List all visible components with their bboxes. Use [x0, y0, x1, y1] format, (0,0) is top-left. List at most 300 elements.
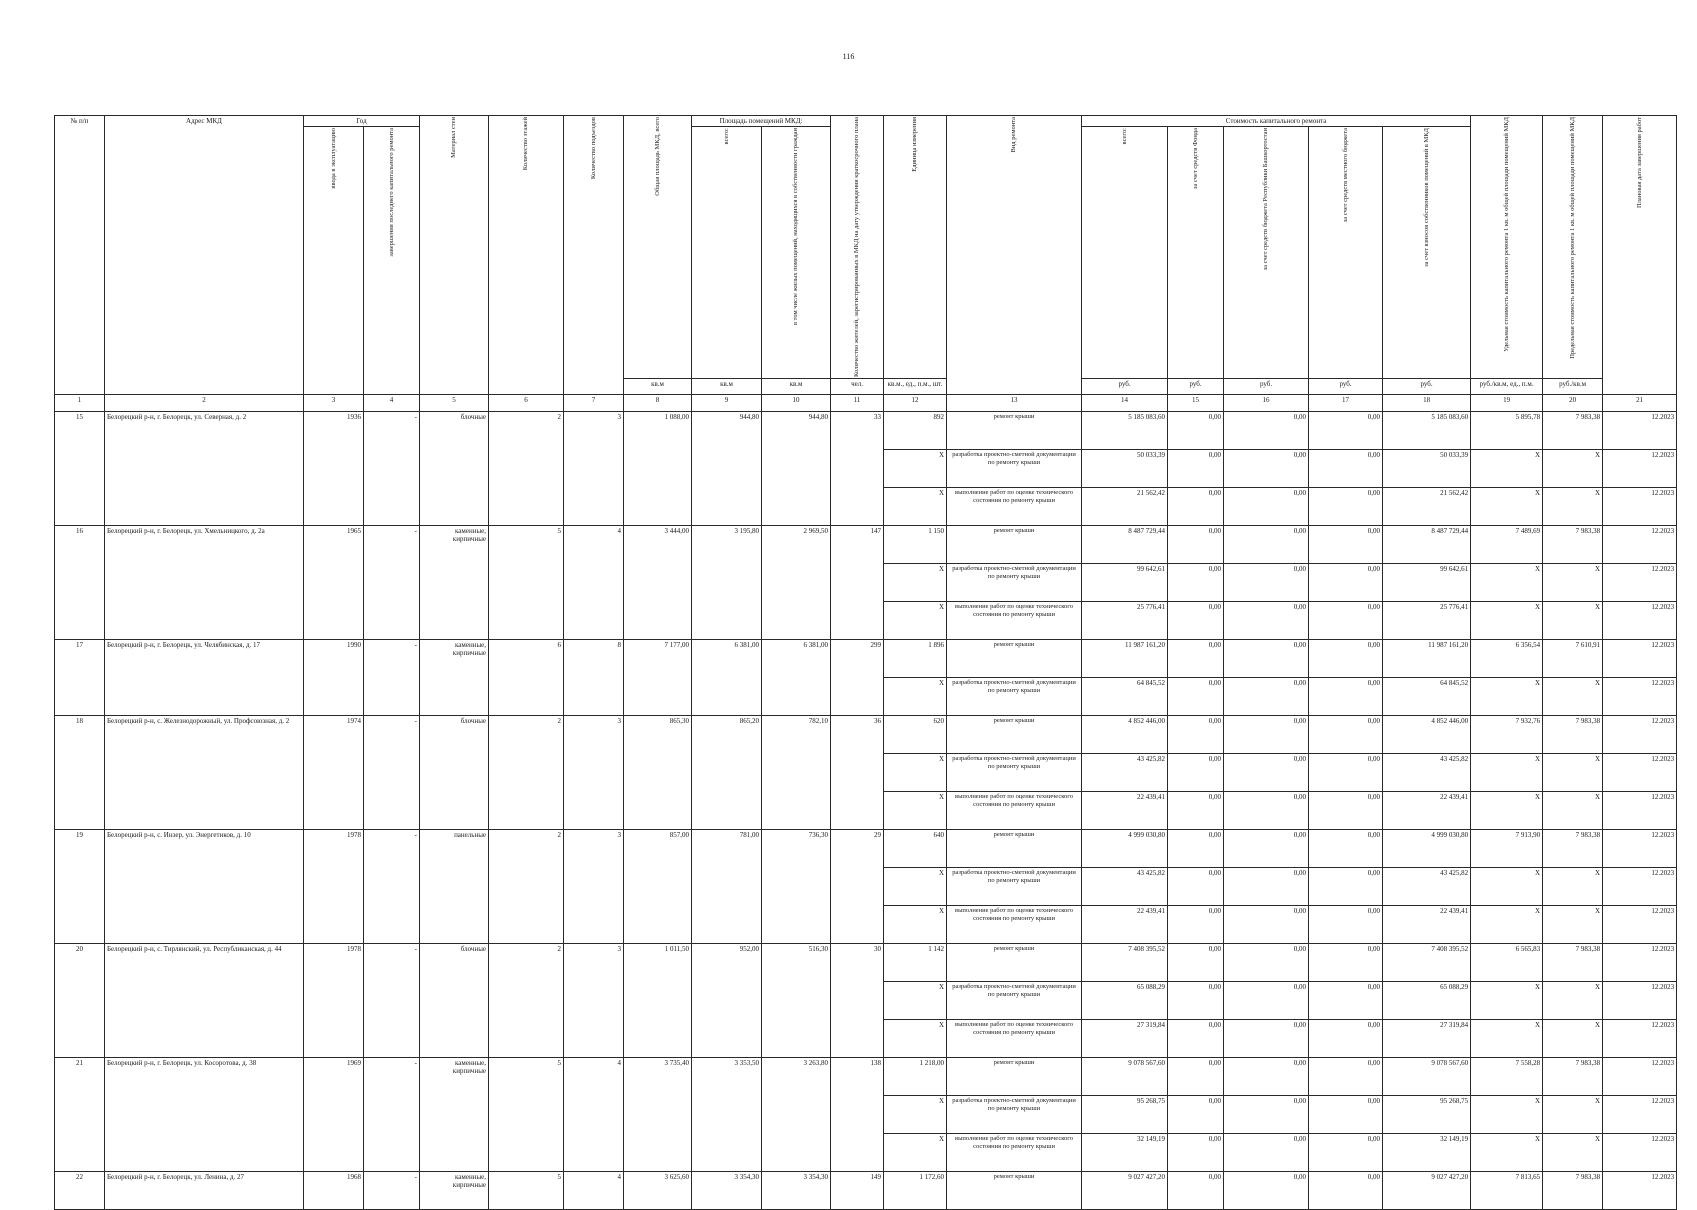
- row-unit: X: [884, 1096, 947, 1134]
- row-limit-cost: X: [1543, 602, 1603, 640]
- row-cost-republic: 0,00: [1224, 450, 1309, 488]
- record-last-repair: -: [364, 526, 420, 640]
- row-cost-owners: 32 149,19: [1383, 1134, 1471, 1172]
- row-unit: 892: [884, 412, 947, 450]
- table-row: [55, 716, 1677, 754]
- column-number: 11: [831, 395, 884, 412]
- row-cost-total: 11 987 161,20: [1082, 640, 1168, 678]
- row-cost-republic: 0,00: [1224, 412, 1309, 450]
- record-last-repair: -: [364, 716, 420, 830]
- row-cost-fund: 0,00: [1168, 792, 1224, 830]
- header-cost-group: Стоимость капитального ремонта: [1082, 116, 1471, 127]
- record-total-area: 7 177,00: [624, 640, 692, 716]
- row-unit: 620: [884, 716, 947, 754]
- row-work-type: ремонт крыши: [947, 1058, 1082, 1096]
- unit-cost-owners: руб.: [1383, 379, 1471, 395]
- row-work-type: ремонт крыши: [947, 716, 1082, 754]
- row-cost-local: 0,00: [1309, 564, 1383, 602]
- row-cost-local: 0,00: [1309, 906, 1383, 944]
- row-cost-owners: 11 987 161,20: [1383, 640, 1471, 678]
- row-cost-republic: 0,00: [1224, 868, 1309, 906]
- row-plan-date: 12.2023: [1603, 754, 1677, 792]
- record-area-all: 6 381,00: [692, 640, 762, 716]
- record-area-paying: 736,30: [762, 830, 831, 944]
- header-entrances: Количество подъездов: [564, 116, 624, 395]
- row-cost-local: 0,00: [1309, 412, 1383, 450]
- row-limit-cost: 7 983,38: [1543, 944, 1603, 982]
- table-row: [55, 830, 1677, 868]
- row-cost-local: 0,00: [1309, 830, 1383, 868]
- row-cost-republic: 0,00: [1224, 944, 1309, 982]
- row-unit-cost: X: [1471, 1096, 1543, 1134]
- row-limit-cost: 7 610,91: [1543, 640, 1603, 678]
- unit-cost-fund: руб.: [1168, 379, 1224, 395]
- record-entrances: 4: [564, 1172, 624, 1210]
- record-floors: 5: [489, 1058, 564, 1172]
- row-cost-fund: 0,00: [1168, 678, 1224, 716]
- row-cost-local: 0,00: [1309, 678, 1383, 716]
- header-address: Адрес МКД: [105, 116, 304, 395]
- row-cost-republic: 0,00: [1224, 1172, 1309, 1210]
- table-row: [55, 1058, 1677, 1096]
- row-cost-republic: 0,00: [1224, 754, 1309, 792]
- row-cost-total: 50 033,39: [1082, 450, 1168, 488]
- row-plan-date: 12.2023: [1603, 1172, 1677, 1210]
- row-cost-owners: 22 439,41: [1383, 906, 1471, 944]
- record-area-paying: 3 354,30: [762, 1172, 831, 1210]
- row-cost-fund: 0,00: [1168, 1020, 1224, 1058]
- record-address: Белорецкий р-н, г. Белорецк, ул. Северная, д. 2: [105, 412, 304, 526]
- header-work-type: Вид ремонта: [947, 116, 1082, 395]
- record-floors: 5: [489, 1172, 564, 1210]
- row-limit-cost: X: [1543, 488, 1603, 526]
- record-entrances: 3: [564, 830, 624, 944]
- header-area-all: всего:: [692, 127, 762, 379]
- row-cost-local: 0,00: [1309, 640, 1383, 678]
- column-number: 1: [55, 395, 105, 412]
- row-cost-fund: 0,00: [1168, 982, 1224, 1020]
- record-area-paying: 2 969,50: [762, 526, 831, 640]
- row-cost-local: 0,00: [1309, 488, 1383, 526]
- header-cost-local: за счет средств местного бюджета: [1309, 127, 1383, 379]
- row-unit: X: [884, 678, 947, 716]
- record-area-all: 3 195,80: [692, 526, 762, 640]
- unit-measure: кв.м., ед., п.м., шт.: [884, 379, 947, 395]
- column-number: 17: [1309, 395, 1383, 412]
- row-work-type: ремонт крыши: [947, 1172, 1082, 1210]
- row-unit-cost: X: [1471, 792, 1543, 830]
- row-cost-owners: 43 425,82: [1383, 868, 1471, 906]
- record-year: 1936: [304, 412, 364, 526]
- record-year: 1990: [304, 640, 364, 716]
- row-cost-owners: 64 845,52: [1383, 678, 1471, 716]
- row-cost-fund: 0,00: [1168, 602, 1224, 640]
- row-cost-total: 99 642,61: [1082, 564, 1168, 602]
- column-number: 7: [564, 395, 624, 412]
- record-num: 18: [55, 716, 105, 830]
- row-limit-cost: 7 983,38: [1543, 412, 1603, 450]
- row-cost-fund: 0,00: [1168, 1058, 1224, 1096]
- record-area-all: 3 354,30: [692, 1172, 762, 1210]
- row-plan-date: 12.2023: [1603, 1020, 1677, 1058]
- record-area-paying: 6 381,00: [762, 640, 831, 716]
- record-wall: каменные, кирпичные: [420, 640, 489, 716]
- header-cost-fund: за счет средств Фонда: [1168, 127, 1224, 379]
- row-cost-owners: 9 027 427,20: [1383, 1172, 1471, 1210]
- record-num: 19: [55, 830, 105, 944]
- row-cost-republic: 0,00: [1224, 1058, 1309, 1096]
- row-work-type: ремонт крыши: [947, 640, 1082, 678]
- row-unit-cost: X: [1471, 450, 1543, 488]
- row-cost-total: 65 088,29: [1082, 982, 1168, 1020]
- row-cost-fund: 0,00: [1168, 412, 1224, 450]
- row-cost-fund: 0,00: [1168, 488, 1224, 526]
- column-number-row: [55, 395, 1677, 412]
- column-number: 6: [489, 395, 564, 412]
- row-limit-cost: 7 983,38: [1543, 526, 1603, 564]
- row-cost-owners: 9 078 567,60: [1383, 1058, 1471, 1096]
- record-wall: блочные: [420, 716, 489, 830]
- row-cost-owners: 50 033,39: [1383, 450, 1471, 488]
- record-area-all: 952,00: [692, 944, 762, 1058]
- row-cost-local: 0,00: [1309, 944, 1383, 982]
- row-cost-total: 22 439,41: [1082, 906, 1168, 944]
- column-number: 10: [762, 395, 831, 412]
- row-work-type: разработка проектно-сметной документации по ремонту крыши: [947, 678, 1082, 716]
- row-plan-date: 12.2023: [1603, 906, 1677, 944]
- record-residents: 33: [831, 412, 884, 526]
- row-cost-fund: 0,00: [1168, 564, 1224, 602]
- row-cost-total: 7 408 395,52: [1082, 944, 1168, 982]
- record-num: 15: [55, 412, 105, 526]
- record-total-area: 1 011,50: [624, 944, 692, 1058]
- record-floors: 5: [489, 526, 564, 640]
- record-year: 1978: [304, 944, 364, 1058]
- row-cost-republic: 0,00: [1224, 526, 1309, 564]
- record-year: 1974: [304, 716, 364, 830]
- record-last-repair: -: [364, 412, 420, 526]
- row-plan-date: 12.2023: [1603, 716, 1677, 754]
- row-plan-date: 12.2023: [1603, 564, 1677, 602]
- header-plan-date: Плановая дата завершения работ: [1603, 116, 1677, 395]
- record-year: 1968: [304, 1172, 364, 1210]
- row-plan-date: 12.2023: [1603, 526, 1677, 564]
- row-cost-republic: 0,00: [1224, 792, 1309, 830]
- record-num: 22: [55, 1172, 105, 1210]
- record-floors: 6: [489, 640, 564, 716]
- record-num: 20: [55, 944, 105, 1058]
- row-unit-cost: 7 813,65: [1471, 1172, 1543, 1210]
- unit-limit-cost: руб./кв.м: [1543, 379, 1603, 395]
- record-last-repair: -: [364, 944, 420, 1058]
- row-cost-owners: 43 425,82: [1383, 754, 1471, 792]
- record-area-paying: 516,30: [762, 944, 831, 1058]
- column-number: 16: [1224, 395, 1309, 412]
- row-cost-republic: 0,00: [1224, 602, 1309, 640]
- record-entrances: 8: [564, 640, 624, 716]
- record-year: 1978: [304, 830, 364, 944]
- row-plan-date: 12.2023: [1603, 1134, 1677, 1172]
- record-address: Белорецкий р-н, г. Белорецк, ул. Хмельницкого, д. 2а: [105, 526, 304, 640]
- row-unit: X: [884, 792, 947, 830]
- record-area-all: 3 353,50: [692, 1058, 762, 1172]
- row-cost-owners: 95 268,75: [1383, 1096, 1471, 1134]
- row-cost-fund: 0,00: [1168, 716, 1224, 754]
- table-row: [55, 944, 1677, 982]
- row-cost-fund: 0,00: [1168, 640, 1224, 678]
- row-limit-cost: 7 983,38: [1543, 1058, 1603, 1096]
- record-address: Белорецкий р-н, с. Инзер, ул. Энергетиков, д. 10: [105, 830, 304, 944]
- row-cost-local: 0,00: [1309, 982, 1383, 1020]
- row-cost-total: 64 845,52: [1082, 678, 1168, 716]
- row-cost-owners: 21 562,42: [1383, 488, 1471, 526]
- row-plan-date: 12.2023: [1603, 944, 1677, 982]
- row-work-type: выполнение работ по оценке технического состояния по ремонту крыши: [947, 602, 1082, 640]
- row-cost-local: 0,00: [1309, 754, 1383, 792]
- row-cost-total: 4 999 030,80: [1082, 830, 1168, 868]
- column-number: 21: [1603, 395, 1677, 412]
- header-limit-cost: Предельная стоимость капитального ремонта 1 кв. м общей площади помещений МКД: [1543, 116, 1603, 379]
- row-plan-date: 12.2023: [1603, 640, 1677, 678]
- row-cost-total: 9 078 567,60: [1082, 1058, 1168, 1096]
- row-unit: 1 896: [884, 640, 947, 678]
- row-work-type: выполнение работ по оценке технического состояния по ремонту крыши: [947, 792, 1082, 830]
- row-work-type: разработка проектно-сметной документации по ремонту крыши: [947, 450, 1082, 488]
- row-cost-total: 4 852 446,00: [1082, 716, 1168, 754]
- row-cost-fund: 0,00: [1168, 450, 1224, 488]
- row-limit-cost: X: [1543, 868, 1603, 906]
- record-year: 1969: [304, 1058, 364, 1172]
- row-unit-cost: X: [1471, 868, 1543, 906]
- row-unit-cost: 7 932,76: [1471, 716, 1543, 754]
- row-unit: X: [884, 754, 947, 792]
- unit-cost-local: руб.: [1309, 379, 1383, 395]
- row-unit: X: [884, 488, 947, 526]
- record-wall: блочные: [420, 944, 489, 1058]
- record-wall: каменные, кирпичные: [420, 1058, 489, 1172]
- row-cost-owners: 5 185 083,60: [1383, 412, 1471, 450]
- row-plan-date: 12.2023: [1603, 488, 1677, 526]
- record-address: Белорецкий р-н, г. Белорецк, ул. Челябинская, д. 17: [105, 640, 304, 716]
- row-cost-local: 0,00: [1309, 1058, 1383, 1096]
- row-work-type: ремонт крыши: [947, 830, 1082, 868]
- record-entrances: 3: [564, 944, 624, 1058]
- row-cost-owners: 8 487 729,44: [1383, 526, 1471, 564]
- row-unit-cost: X: [1471, 754, 1543, 792]
- column-number: 19: [1471, 395, 1543, 412]
- row-cost-republic: 0,00: [1224, 906, 1309, 944]
- header-total-area: Общая площадь МКД, всего: [624, 116, 692, 379]
- unit-total-area: кв.м: [624, 379, 692, 395]
- row-cost-total: 8 487 729,44: [1082, 526, 1168, 564]
- record-address: Белорецкий р-н, г. Белорецк, ул. Косоротова, д. 38: [105, 1058, 304, 1172]
- row-unit: X: [884, 1134, 947, 1172]
- row-work-type: ремонт крыши: [947, 412, 1082, 450]
- row-cost-total: 43 425,82: [1082, 754, 1168, 792]
- row-cost-total: 21 562,42: [1082, 488, 1168, 526]
- record-floors: 2: [489, 944, 564, 1058]
- column-number: 9: [692, 395, 762, 412]
- row-limit-cost: X: [1543, 1020, 1603, 1058]
- row-cost-fund: 0,00: [1168, 1172, 1224, 1210]
- column-number: 15: [1168, 395, 1224, 412]
- unit-residents: чел.: [831, 379, 884, 395]
- row-unit-cost: 6 356,54: [1471, 640, 1543, 678]
- header-cost-republic: за счет средств бюджета Республики Башкортостан: [1224, 127, 1309, 379]
- record-total-area: 1 088,00: [624, 412, 692, 526]
- row-cost-republic: 0,00: [1224, 830, 1309, 868]
- row-limit-cost: X: [1543, 450, 1603, 488]
- row-unit-cost: 6 565,83: [1471, 944, 1543, 982]
- record-last-repair: -: [364, 830, 420, 944]
- row-work-type: выполнение работ по оценке технического состояния по ремонту крыши: [947, 1134, 1082, 1172]
- column-number: 3: [304, 395, 364, 412]
- row-cost-total: 43 425,82: [1082, 868, 1168, 906]
- row-plan-date: 12.2023: [1603, 1096, 1677, 1134]
- record-area-all: 865,20: [692, 716, 762, 830]
- unit-area-paying: кв.м: [762, 379, 831, 395]
- row-cost-republic: 0,00: [1224, 488, 1309, 526]
- record-total-area: 3 735,40: [624, 1058, 692, 1172]
- row-unit: X: [884, 1020, 947, 1058]
- row-plan-date: 12.2023: [1603, 982, 1677, 1020]
- capital-repair-table: [54, 115, 1677, 1210]
- record-area-all: 781,00: [692, 830, 762, 944]
- row-cost-local: 0,00: [1309, 1134, 1383, 1172]
- row-unit: X: [884, 450, 947, 488]
- row-limit-cost: 7 983,38: [1543, 830, 1603, 868]
- record-residents: 138: [831, 1058, 884, 1172]
- row-cost-owners: 27 319,84: [1383, 1020, 1471, 1058]
- row-plan-date: 12.2023: [1603, 678, 1677, 716]
- row-unit: X: [884, 906, 947, 944]
- row-cost-total: 27 319,84: [1082, 1020, 1168, 1058]
- record-residents: 149: [831, 1172, 884, 1210]
- row-work-type: разработка проектно-сметной документации по ремонту крыши: [947, 868, 1082, 906]
- row-plan-date: 12.2023: [1603, 1058, 1677, 1096]
- column-number: 5: [420, 395, 489, 412]
- row-cost-local: 0,00: [1309, 868, 1383, 906]
- row-cost-fund: 0,00: [1168, 830, 1224, 868]
- row-plan-date: 12.2023: [1603, 450, 1677, 488]
- row-work-type: разработка проектно-сметной документации по ремонту крыши: [947, 982, 1082, 1020]
- unit-area-all: кв.м: [692, 379, 762, 395]
- row-work-type: разработка проектно-сметной документации по ремонту крыши: [947, 1096, 1082, 1134]
- row-limit-cost: 7 983,38: [1543, 1172, 1603, 1210]
- row-unit: X: [884, 982, 947, 1020]
- row-cost-owners: 99 642,61: [1383, 564, 1471, 602]
- table-row: [55, 412, 1677, 450]
- row-work-type: разработка проектно-сметной документации по ремонту крыши: [947, 564, 1082, 602]
- record-num: 17: [55, 640, 105, 716]
- header-cost-owners: за счет взносов собственников помещений в МКД: [1383, 127, 1471, 379]
- row-cost-local: 0,00: [1309, 1172, 1383, 1210]
- repair-plan-grid: [54, 115, 1677, 1210]
- row-work-type: разработка проектно-сметной документации по ремонту крыши: [947, 754, 1082, 792]
- row-cost-fund: 0,00: [1168, 944, 1224, 982]
- row-cost-fund: 0,00: [1168, 906, 1224, 944]
- header-unit: Единица измерения: [884, 116, 947, 379]
- record-last-repair: -: [364, 1172, 420, 1210]
- header-year-last-repair: завершения последнего капитального ремонта: [364, 127, 420, 395]
- row-plan-date: 12.2023: [1603, 830, 1677, 868]
- row-unit-cost: X: [1471, 1020, 1543, 1058]
- record-wall: блочные: [420, 412, 489, 526]
- row-plan-date: 12.2023: [1603, 792, 1677, 830]
- row-plan-date: 12.2023: [1603, 868, 1677, 906]
- unit-cost-republic: руб.: [1224, 379, 1309, 395]
- row-unit: 1 218,00: [884, 1058, 947, 1096]
- row-work-type: выполнение работ по оценке технического состояния по ремонту крыши: [947, 488, 1082, 526]
- row-unit: 1 172,60: [884, 1172, 947, 1210]
- record-floors: 2: [489, 716, 564, 830]
- unit-cost-total: руб.: [1082, 379, 1168, 395]
- record-last-repair: -: [364, 640, 420, 716]
- row-cost-local: 0,00: [1309, 1096, 1383, 1134]
- column-number: 18: [1383, 395, 1471, 412]
- row-unit: X: [884, 602, 947, 640]
- row-cost-total: 5 185 083,60: [1082, 412, 1168, 450]
- header-floors: Количество этажей: [489, 116, 564, 395]
- record-wall: каменные, кирпичные: [420, 526, 489, 640]
- record-total-area: 3 444,00: [624, 526, 692, 640]
- row-unit-cost: 7 489,69: [1471, 526, 1543, 564]
- row-cost-total: 25 776,41: [1082, 602, 1168, 640]
- header-wall: Материал стен: [420, 116, 489, 395]
- row-cost-republic: 0,00: [1224, 564, 1309, 602]
- row-unit-cost: X: [1471, 564, 1543, 602]
- row-cost-owners: 25 776,41: [1383, 602, 1471, 640]
- row-cost-total: 22 439,41: [1082, 792, 1168, 830]
- header-area-group: Площадь помещений МКД:: [692, 116, 831, 127]
- records-body: [55, 412, 1677, 1210]
- row-limit-cost: X: [1543, 982, 1603, 1020]
- row-cost-fund: 0,00: [1168, 754, 1224, 792]
- row-cost-republic: 0,00: [1224, 716, 1309, 754]
- row-cost-republic: 0,00: [1224, 1134, 1309, 1172]
- row-unit: X: [884, 564, 947, 602]
- record-entrances: 3: [564, 716, 624, 830]
- column-number: 8: [624, 395, 692, 412]
- row-cost-local: 0,00: [1309, 450, 1383, 488]
- record-area-paying: 782,10: [762, 716, 831, 830]
- row-cost-local: 0,00: [1309, 1020, 1383, 1058]
- record-address: Белорецкий р-н, г. Белорецк, ул. Ленина, д. 27: [105, 1172, 304, 1210]
- table-row: [55, 526, 1677, 564]
- row-unit: 1 142: [884, 944, 947, 982]
- row-cost-owners: 4 999 030,80: [1383, 830, 1471, 868]
- row-cost-owners: 7 408 395,52: [1383, 944, 1471, 982]
- row-cost-fund: 0,00: [1168, 1134, 1224, 1172]
- header-num: № п/п: [55, 116, 105, 395]
- record-total-area: 865,30: [624, 716, 692, 830]
- row-cost-fund: 0,00: [1168, 868, 1224, 906]
- record-total-area: 3 625,60: [624, 1172, 692, 1210]
- record-area-paying: 3 263,80: [762, 1058, 831, 1172]
- row-cost-local: 0,00: [1309, 792, 1383, 830]
- row-cost-total: 95 268,75: [1082, 1096, 1168, 1134]
- row-cost-owners: 65 088,29: [1383, 982, 1471, 1020]
- record-residents: 36: [831, 716, 884, 830]
- record-residents: 30: [831, 944, 884, 1058]
- row-limit-cost: X: [1543, 678, 1603, 716]
- record-wall: каменные, кирпичные: [420, 1172, 489, 1210]
- table-row: [55, 640, 1677, 678]
- row-unit-cost: X: [1471, 906, 1543, 944]
- record-address: Белорецкий р-н, с. Тирлянский, ул. Республиканская, д. 44: [105, 944, 304, 1058]
- row-limit-cost: X: [1543, 1134, 1603, 1172]
- row-work-type: выполнение работ по оценке технического состояния по ремонту крыши: [947, 906, 1082, 944]
